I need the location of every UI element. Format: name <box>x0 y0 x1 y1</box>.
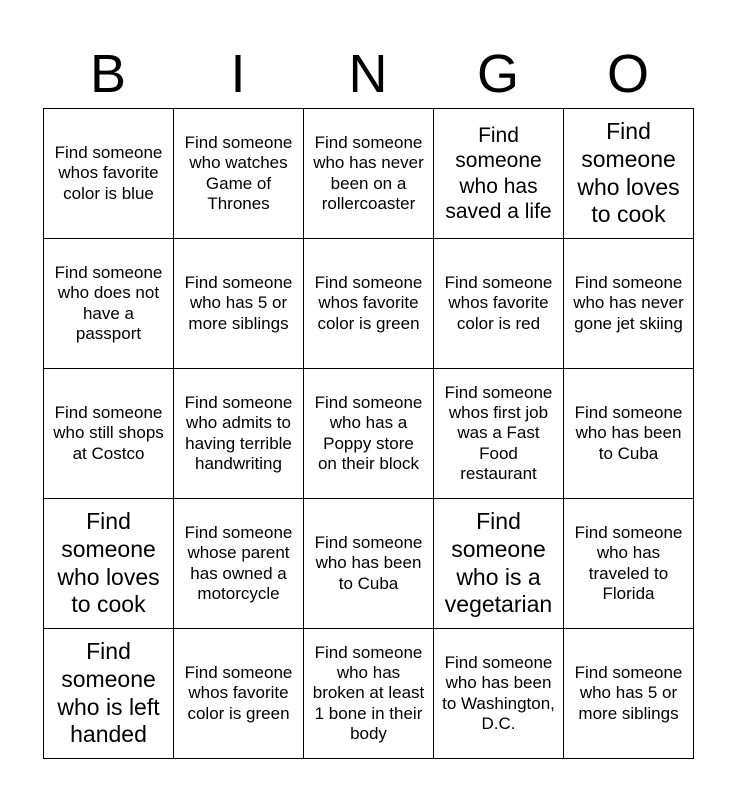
header-letter-g: G <box>476 44 519 104</box>
bingo-card-grid <box>43 108 694 759</box>
bingo-cell: Find someone whos favorite color is green <box>304 239 434 369</box>
bingo-cell: Find someone whose parent has owned a motorcycle <box>174 499 304 629</box>
bingo-cell: Find someone who does not have a passport <box>44 239 174 369</box>
bingo-cell: Find someone who has been to Cuba <box>304 499 434 629</box>
bingo-cell: Find someone who still shops at Costco <box>44 369 174 499</box>
bingo-cell: Find someone who has been to Washington, D.C. <box>434 629 564 759</box>
bingo-cell: Find someone who has traveled to Florida <box>564 499 694 629</box>
bingo-cell: Find someone who loves to cook <box>44 499 174 629</box>
bingo-cell: Find someone whos favorite color is blue <box>44 109 174 239</box>
bingo-cell: Find someone who has 5 or more siblings <box>564 629 694 759</box>
bingo-header <box>43 40 693 108</box>
bingo-cell: Find someone who has a Poppy store on their block <box>304 369 434 499</box>
header-letter-i: I <box>230 44 246 104</box>
bingo-cell: Find someone whos favorite color is green <box>174 629 304 759</box>
bingo-cell: Find someone who loves to cook <box>564 109 694 239</box>
header-letter-o: O <box>606 44 649 104</box>
bingo-cell: Find someone who is left handed <box>44 629 174 759</box>
bingo-row <box>44 629 694 759</box>
bingo-row <box>44 499 694 629</box>
bingo-cell: Find someone who has saved a life <box>434 109 564 239</box>
header-letter-n: N <box>348 44 388 104</box>
header-letter-b: B <box>89 44 127 104</box>
bingo-cell: Find someone who has been to Cuba <box>564 369 694 499</box>
bingo-cell: Find someone who is a vegetarian <box>434 499 564 629</box>
bingo-cell: Find someone who has broken at least 1 bone in their body <box>304 629 434 759</box>
bingo-row <box>44 109 694 239</box>
bingo-cell: Find someone who watches Game of Thrones <box>174 109 304 239</box>
bingo-cell: Find someone whos favorite color is red <box>434 239 564 369</box>
bingo-cell: Find someone who admits to having terrible handwriting <box>174 369 304 499</box>
bingo-row <box>44 369 694 499</box>
bingo-cell: Find someone who has never gone jet skiing <box>564 239 694 369</box>
bingo-cell: Find someone who has never been on a rollercoaster <box>304 109 434 239</box>
bingo-cell: Find someone whos first job was a Fast Food restaurant <box>434 369 564 499</box>
bingo-cell: Find someone who has 5 or more siblings <box>174 239 304 369</box>
bingo-row <box>44 239 694 369</box>
